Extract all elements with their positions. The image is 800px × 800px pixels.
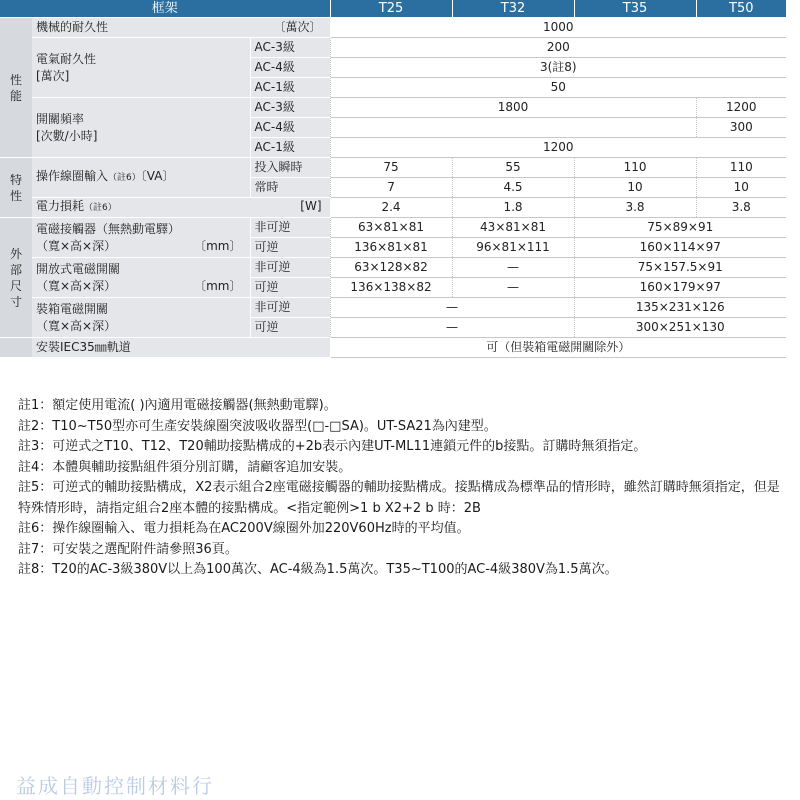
table-row [0, 18, 786, 38]
model-header-t35: T35 [574, 0, 696, 18]
magnetic-contactor-r-t32: 96×81×111 [452, 238, 574, 258]
footnotes [18, 396, 788, 581]
switching-freq-ac4-empty [330, 118, 696, 138]
open-starter-nr-t25: 63×128×82 [330, 258, 452, 278]
table-row [0, 338, 786, 358]
switching-frequency-label: 開關頻率 [次數/小時] [32, 98, 250, 158]
electrical-life-ac1-value: 50 [330, 78, 786, 98]
coil-input-inrush-t35: 110 [574, 158, 696, 178]
open-starter-reversible: 可逆 [250, 278, 330, 298]
coil-input-unit: 〔VA〕 [140, 169, 175, 183]
coil-input-inrush-t32: 55 [452, 158, 574, 178]
switching-freq-ac3-value-a: 1800 [330, 98, 696, 118]
open-starter-unit: 〔mm〕 [194, 278, 242, 293]
enclosed-starter-non-reversible: 非可逆 [250, 298, 330, 318]
magnetic-contactor-r-t35-t50: 160×114×97 [574, 238, 786, 258]
model-header-t32: T32 [452, 0, 574, 18]
enclosed-starter-r-t35-t50: 300×251×130 [574, 318, 786, 338]
coil-input-inrush-t50: 110 [696, 158, 786, 178]
note-7: 註7：可安裝之選配附件請參照36頁。 [18, 541, 238, 557]
enclosed-starter-r-t25-t32: — [330, 318, 574, 338]
power-loss-unit: [W] [300, 199, 322, 213]
mechanical-life-label: 機械的耐久性 〔萬次〕 [32, 18, 330, 38]
enclosed-starter-nr-t25-t32: — [330, 298, 574, 318]
table-header-row [0, 0, 786, 18]
magnetic-contactor-nr-t25: 63×81×81 [330, 218, 452, 238]
electrical-life-ac1: AC-1級 [250, 78, 330, 98]
open-starter-non-reversible: 非可逆 [250, 258, 330, 278]
note-2: 註2：T10~T50型亦可生產安裝線圈突波吸收器型(□-□SA)。UT-SA21為內建型。 [18, 418, 497, 434]
power-loss-t50: 3.8 [696, 198, 786, 218]
group-performance [0, 18, 32, 158]
coil-input-holding-t35: 10 [574, 178, 696, 198]
spec-table [0, 0, 786, 358]
din-rail-value: 可（但裝箱電磁開關除外） [330, 338, 786, 358]
model-header-t50: T50 [696, 0, 786, 18]
open-starter-r-t32: — [452, 278, 574, 298]
table-row [0, 218, 786, 238]
watermark: 益成自動控制材料行 [16, 774, 214, 798]
coil-input-label: 操作線圈輸入（註6）〔VA〕 [32, 158, 250, 198]
group-performance-label: 性 能 [9, 72, 22, 103]
magnetic-contactor-reversible: 可逆 [250, 238, 330, 258]
group-characteristics [0, 158, 32, 218]
coil-input-holding: 常時 [250, 178, 330, 198]
group-dimensions-label: 外 部 尺 寸 [9, 246, 22, 309]
coil-input-inrush-t25: 75 [330, 158, 452, 178]
magnetic-contactor-unit: 〔mm〕 [194, 238, 242, 253]
table-row [0, 38, 786, 58]
magnetic-contactor-non-reversible: 非可逆 [250, 218, 330, 238]
switching-freq-ac3: AC-3級 [250, 98, 330, 118]
mechanical-life-unit: 〔萬次〕 [273, 20, 322, 34]
coil-input-holding-t25: 7 [330, 178, 452, 198]
table-row [0, 298, 786, 318]
power-loss-note: （註6） [84, 203, 117, 213]
switching-freq-ac3-value-b: 1200 [696, 98, 786, 118]
note-5: 註5：可逆式的輔助接點構成，X2表示組合2座電磁接觸器的輔助接點構成。接點構成為標準品的情形時，雖然訂購時無須指定，但是特殊情形時，請指定組合2座本體的接點構成。<指定範例>1 b X2+2 b 時：2B [18, 480, 780, 516]
coil-input-inrush: 投入瞬時 [250, 158, 330, 178]
note-3: 註3：可逆式之T10、T12、T20輔助接點構成的+2b表示內建UT-ML11連鎖元件的b接點。訂購時無須指定。 [18, 439, 647, 454]
din-rail-group [0, 338, 32, 358]
open-starter-r-t25: 136×138×82 [330, 278, 452, 298]
table-row [0, 258, 786, 278]
electrical-life-ac4: AC-4級 [250, 58, 330, 78]
electrical-life-ac3: AC-3級 [250, 38, 330, 58]
model-header-t25: T25 [330, 0, 452, 18]
open-starter-r-t35-t50: 160×179×97 [574, 278, 786, 298]
coil-input-holding-t50: 10 [696, 178, 786, 198]
enclosed-starter-label: 裝箱電磁開關 （寬×高×深） [32, 298, 250, 338]
note-1: 註1：額定使用電流( )內適用電磁接觸器(無熱動電驛)。 [18, 398, 337, 413]
power-loss-t35: 3.8 [574, 198, 696, 218]
open-starter-label: 開放式電磁開關 （寬×高×深） 〔mm〕 [32, 258, 250, 298]
enclosed-starter-reversible: 可逆 [250, 318, 330, 338]
switching-freq-ac4: AC-4級 [250, 118, 330, 138]
open-starter-nr-t35-t50: 75×157.5×91 [574, 258, 786, 278]
power-loss-t32: 1.8 [452, 198, 574, 218]
mechanical-life-value: 1000 [330, 18, 786, 38]
electrical-life-label: 電氣耐久性 [萬次] [32, 38, 250, 98]
coil-input-note: （註6） [108, 173, 141, 183]
note-4: 註4：本體與輔助接點組件須分別訂購，請顧客追加安裝。 [18, 459, 352, 475]
table-row [0, 158, 786, 178]
switching-freq-ac1-value: 1200 [330, 138, 786, 158]
open-starter-nr-t32: — [452, 258, 574, 278]
frame-header: 框架 [0, 0, 330, 18]
electrical-life-ac4-value: 3(註8) [330, 58, 786, 78]
table-row [0, 98, 786, 118]
switching-freq-ac4-value: 300 [696, 118, 786, 138]
magnetic-contactor-nr-t32: 43×81×81 [452, 218, 574, 238]
group-characteristics-label: 特 性 [9, 172, 22, 203]
coil-input-holding-t32: 4.5 [452, 178, 574, 198]
magnetic-contactor-r-t25: 136×81×81 [330, 238, 452, 258]
power-loss-label: 電力損耗（註6） [W] [32, 198, 330, 218]
note-6: 註6：操作線圈輸入、電力損耗為在AC200V線圈外加220V60Hz時的平均值。 [18, 521, 470, 536]
magnetic-contactor-label: 電磁接觸器（無熱動電驛） （寬×高×深） 〔mm〕 [32, 218, 250, 258]
din-rail-label: 安裝IEC35㎜軌道 [32, 338, 330, 358]
note-8: 註8：T20的AC-3級380V以上為100萬次、AC-4級為1.5萬次。T35~T100的AC-4級380V為1.5萬次。 [18, 562, 618, 577]
group-dimensions [0, 218, 32, 338]
magnetic-contactor-nr-t35-t50: 75×89×91 [574, 218, 786, 238]
table-row [0, 198, 786, 218]
power-loss-t25: 2.4 [330, 198, 452, 218]
enclosed-starter-nr-t35-t50: 135×231×126 [574, 298, 786, 318]
switching-freq-ac1: AC-1級 [250, 138, 330, 158]
electrical-life-ac3-value: 200 [330, 38, 786, 58]
